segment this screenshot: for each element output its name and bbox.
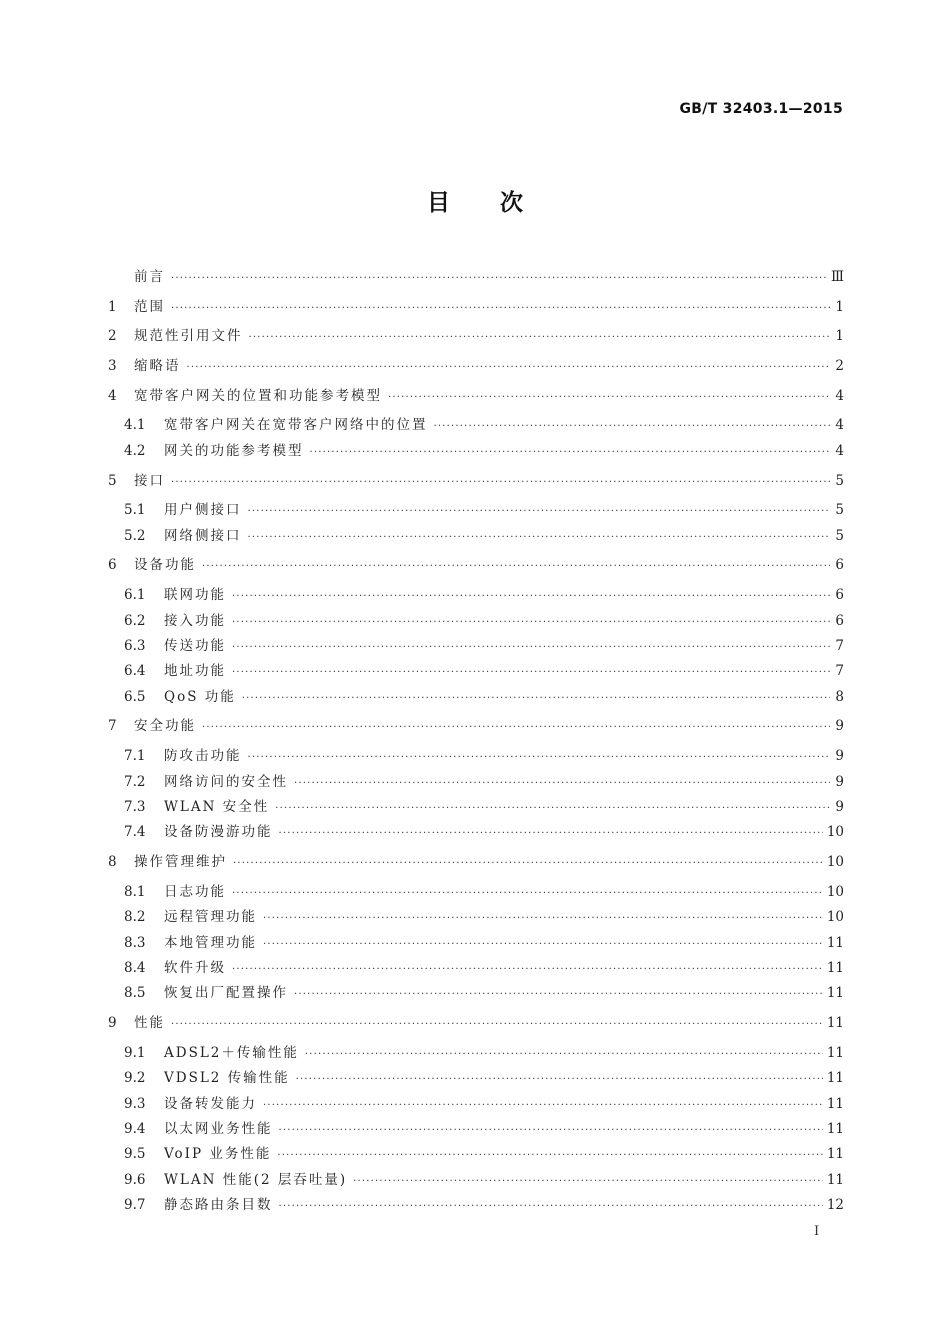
toc-entry-page: 11	[826, 1070, 844, 1086]
toc-entry[interactable]	[124, 907, 844, 927]
toc-entry-number: 9.4	[124, 1121, 146, 1137]
dot-leader	[248, 528, 831, 548]
toc-entry-title: 防攻击功能	[164, 748, 242, 764]
dot-leader	[233, 854, 823, 874]
toc-entry-title: 地址功能	[164, 663, 226, 679]
toc-entry[interactable]	[124, 1119, 844, 1139]
dot-leader	[263, 935, 823, 955]
toc-entry-number: 8	[108, 854, 117, 870]
toc-entry-title: 以太网业务性能	[164, 1121, 273, 1137]
toc-entry-number: 9.5	[124, 1146, 146, 1162]
toc-entry[interactable]	[124, 687, 844, 707]
toc-entry-title: QoS 功能	[164, 689, 236, 705]
toc-entry-title: 宽带客户网关在宽带客户网络中的位置	[164, 417, 428, 433]
toc-entry[interactable]	[108, 267, 844, 287]
dot-leader	[187, 358, 831, 378]
toc-entry[interactable]	[124, 1170, 844, 1190]
toc-entry[interactable]	[108, 852, 844, 872]
toc-entry-page: 11	[826, 960, 844, 976]
toc-entry-number: 4	[108, 388, 117, 404]
dot-leader	[171, 269, 827, 289]
toc-entry[interactable]	[124, 1068, 844, 1088]
toc-entry[interactable]	[108, 386, 844, 406]
toc-entry-title: WLAN 性能(2 层吞吐量)	[164, 1172, 348, 1188]
toc-entry-title: 性能	[134, 1015, 165, 1031]
toc-entry-number: 9.3	[124, 1096, 146, 1112]
toc-entry-page: 11	[826, 1121, 844, 1137]
toc-entry-title: 设备功能	[134, 557, 196, 573]
toc-entry-title: 软件升级	[164, 960, 226, 976]
dot-leader	[353, 1172, 823, 1192]
dot-leader	[232, 638, 830, 658]
toc-entry[interactable]	[108, 326, 844, 346]
toc-entry-page: 9	[835, 718, 844, 734]
toc-entry-page: 9	[835, 748, 844, 764]
dot-leader	[279, 1197, 823, 1217]
toc-entry-number: 8.3	[124, 935, 146, 951]
toc-entry-title: 传送功能	[164, 638, 226, 654]
toc-entry-title: 日志功能	[164, 884, 226, 900]
dot-leader	[232, 663, 830, 683]
toc-entry-title: 设备转发能力	[164, 1096, 257, 1112]
toc-entry-page: 7	[835, 663, 844, 679]
toc-entry-page: 10	[826, 909, 844, 925]
toc-entry-number: 6.4	[124, 663, 146, 679]
toc-entry-title: VoIP 业务性能	[164, 1146, 272, 1162]
toc-entry-number: 6	[108, 557, 117, 573]
toc-entry-page: 9	[835, 799, 844, 815]
toc-entry-number: 9.1	[124, 1045, 146, 1061]
dot-leader	[171, 473, 830, 493]
dot-leader	[263, 909, 823, 929]
toc-entry-number: 6.3	[124, 638, 146, 654]
dot-leader	[248, 502, 831, 522]
toc-entry-page: 10	[826, 854, 844, 870]
toc-entry[interactable]	[124, 500, 844, 520]
toc-entry[interactable]	[124, 585, 844, 605]
toc-entry-number: 7.2	[124, 774, 146, 790]
dot-leader	[305, 1045, 823, 1065]
dot-leader	[202, 718, 830, 738]
toc-entry[interactable]	[124, 746, 844, 766]
toc-entry-number: 7.3	[124, 799, 146, 815]
toc-entry[interactable]	[124, 1144, 844, 1164]
toc-entry-title: 设备防漫游功能	[164, 824, 273, 840]
toc-entry-page: 10	[826, 884, 844, 900]
toc-entry-number: 7	[108, 718, 117, 734]
dot-leader	[277, 1146, 822, 1166]
toc-entry-page: 11	[826, 1096, 844, 1112]
standard-code: GB/T 32403.1—2015	[679, 101, 843, 117]
dot-leader	[275, 799, 830, 819]
toc-entry[interactable]	[124, 1043, 844, 1063]
dot-leader	[296, 1070, 823, 1090]
toc-entry-title: 安全功能	[134, 718, 196, 734]
toc-entry-page: 4	[835, 417, 844, 433]
toc-entry-page: 5	[835, 528, 844, 544]
dot-leader	[294, 774, 830, 794]
page-number: I	[814, 1224, 820, 1239]
toc-entry[interactable]	[124, 958, 844, 978]
toc-entry-number: 3	[108, 358, 117, 374]
toc-entry-title: 网络侧接口	[164, 528, 242, 544]
toc-entry-number: 2	[108, 328, 117, 344]
dot-leader	[279, 824, 823, 844]
toc-entry-number: 8.1	[124, 884, 146, 900]
toc-entry-number: 6.1	[124, 587, 146, 603]
dot-leader	[232, 884, 823, 904]
toc-entry-title: 缩略语	[134, 358, 181, 374]
toc-entry-page: 7	[835, 638, 844, 654]
toc-entry-page: 11	[826, 935, 844, 951]
toc-entry-title: 范围	[134, 299, 165, 315]
dot-leader	[310, 443, 831, 463]
toc-entry-title: 宽带客户网关的位置和功能参考模型	[134, 388, 382, 404]
toc-entry[interactable]	[108, 297, 844, 317]
toc-entry-number: 6.5	[124, 689, 146, 705]
dot-leader	[434, 417, 831, 437]
toc-entry-number: 7.4	[124, 824, 146, 840]
toc-entry-page: 11	[826, 1146, 844, 1162]
toc-entry-title: 用户侧接口	[164, 502, 242, 518]
toc-entry[interactable]	[108, 555, 844, 575]
toc-entry-page: 11	[826, 1172, 844, 1188]
toc-entry[interactable]	[108, 356, 844, 376]
toc-entry-number: 5.2	[124, 528, 146, 544]
toc-entry-title: 操作管理维护	[134, 854, 227, 870]
toc-entry-page: 1	[835, 328, 844, 344]
toc-entry[interactable]	[108, 716, 844, 736]
toc-entry-title: 联网功能	[164, 587, 226, 603]
toc-entry-page: 5	[835, 502, 844, 518]
toc-entry-title: VDSL2 传输性能	[164, 1070, 290, 1086]
dot-leader	[171, 299, 830, 319]
toc-entry-title: 静态路由条目数	[164, 1197, 273, 1213]
toc-entry-page: 12	[826, 1197, 844, 1213]
toc-entry-page: 4	[835, 443, 844, 459]
toc-entry[interactable]	[124, 661, 844, 681]
toc-entry-number: 9.7	[124, 1197, 146, 1213]
toc-entry-number: 4.2	[124, 443, 146, 459]
toc-entry[interactable]	[124, 441, 844, 461]
toc-entry[interactable]	[124, 1094, 844, 1114]
toc-entry-page: 6	[835, 557, 844, 573]
dot-leader	[279, 1121, 823, 1141]
toc-entry[interactable]	[124, 636, 844, 656]
toc-entry-page: 9	[835, 774, 844, 790]
toc-entry-number: 1	[108, 299, 117, 315]
toc-entry-page: 1	[835, 299, 844, 315]
toc-entry-title: 接口	[134, 473, 165, 489]
toc-entry-page: 2	[835, 358, 844, 374]
toc-entry[interactable]	[124, 611, 844, 631]
toc-entry-page: 6	[835, 587, 844, 603]
toc-entry[interactable]	[124, 882, 844, 902]
dot-leader	[171, 1015, 823, 1035]
toc-entry-number: 8.5	[124, 985, 146, 1001]
toc-entry[interactable]	[124, 933, 844, 953]
toc-entry-title: 规范性引用文件	[134, 328, 243, 344]
toc-entry-number: 8.2	[124, 909, 146, 925]
toc-entry-page: 10	[826, 824, 844, 840]
toc-entry-title: 网络访问的安全性	[164, 774, 288, 790]
toc-entry[interactable]	[124, 1195, 844, 1215]
dot-leader	[294, 985, 823, 1005]
toc-entry[interactable]	[124, 526, 844, 546]
toc-entry-page: 5	[835, 473, 844, 489]
toc-entry-page: 4	[835, 388, 844, 404]
toc-entry-title: 恢复出厂配置操作	[164, 985, 288, 1001]
toc-entry-page: 8	[835, 689, 844, 705]
toc-entry-number: 6.2	[124, 613, 146, 629]
toc-entry-page: 6	[835, 613, 844, 629]
toc-entry-title: 接入功能	[164, 613, 226, 629]
dot-leader	[249, 328, 831, 348]
toc-entry-page: 11	[826, 1045, 844, 1061]
toc-entry-page: Ⅲ	[830, 269, 844, 285]
toc-entry-number: 9.2	[124, 1070, 146, 1086]
toc-entry-title: 远程管理功能	[164, 909, 257, 925]
toc-entry-title: 前言	[134, 269, 165, 285]
dot-leader	[242, 689, 830, 709]
toc-entry-number: 8.4	[124, 960, 146, 976]
dot-leader	[232, 587, 830, 607]
toc-entry-title: 网关的功能参考模型	[164, 443, 304, 459]
toc-entry-number: 5	[108, 473, 117, 489]
dot-leader	[263, 1096, 823, 1116]
toc-entry-title: ADSL2＋传输性能	[164, 1045, 299, 1061]
toc-entry-number: 9.6	[124, 1172, 146, 1188]
dot-leader	[232, 960, 823, 980]
dot-leader	[248, 748, 831, 768]
dot-leader	[232, 613, 830, 633]
toc-entry-number: 9	[108, 1015, 117, 1031]
toc-entry[interactable]	[108, 471, 844, 491]
toc-entry-page: 11	[826, 1015, 844, 1031]
toc-entry[interactable]	[108, 1013, 844, 1033]
toc-entry-number: 7.1	[124, 748, 146, 764]
toc-entry[interactable]	[124, 772, 844, 792]
toc-entry-number: 5.1	[124, 502, 146, 518]
toc-entry-title: WLAN 安全性	[164, 799, 270, 815]
toc-entry[interactable]	[124, 983, 844, 1003]
dot-leader	[202, 557, 830, 577]
toc-entry-number: 4.1	[124, 417, 146, 433]
toc-entry-page: 11	[826, 985, 844, 1001]
toc-entry[interactable]	[124, 797, 844, 817]
dot-leader	[388, 388, 830, 408]
toc-entry[interactable]	[124, 415, 844, 435]
toc-entry-title: 本地管理功能	[164, 935, 257, 951]
toc-entry[interactable]	[124, 822, 844, 842]
page-title: 目次	[427, 190, 573, 216]
